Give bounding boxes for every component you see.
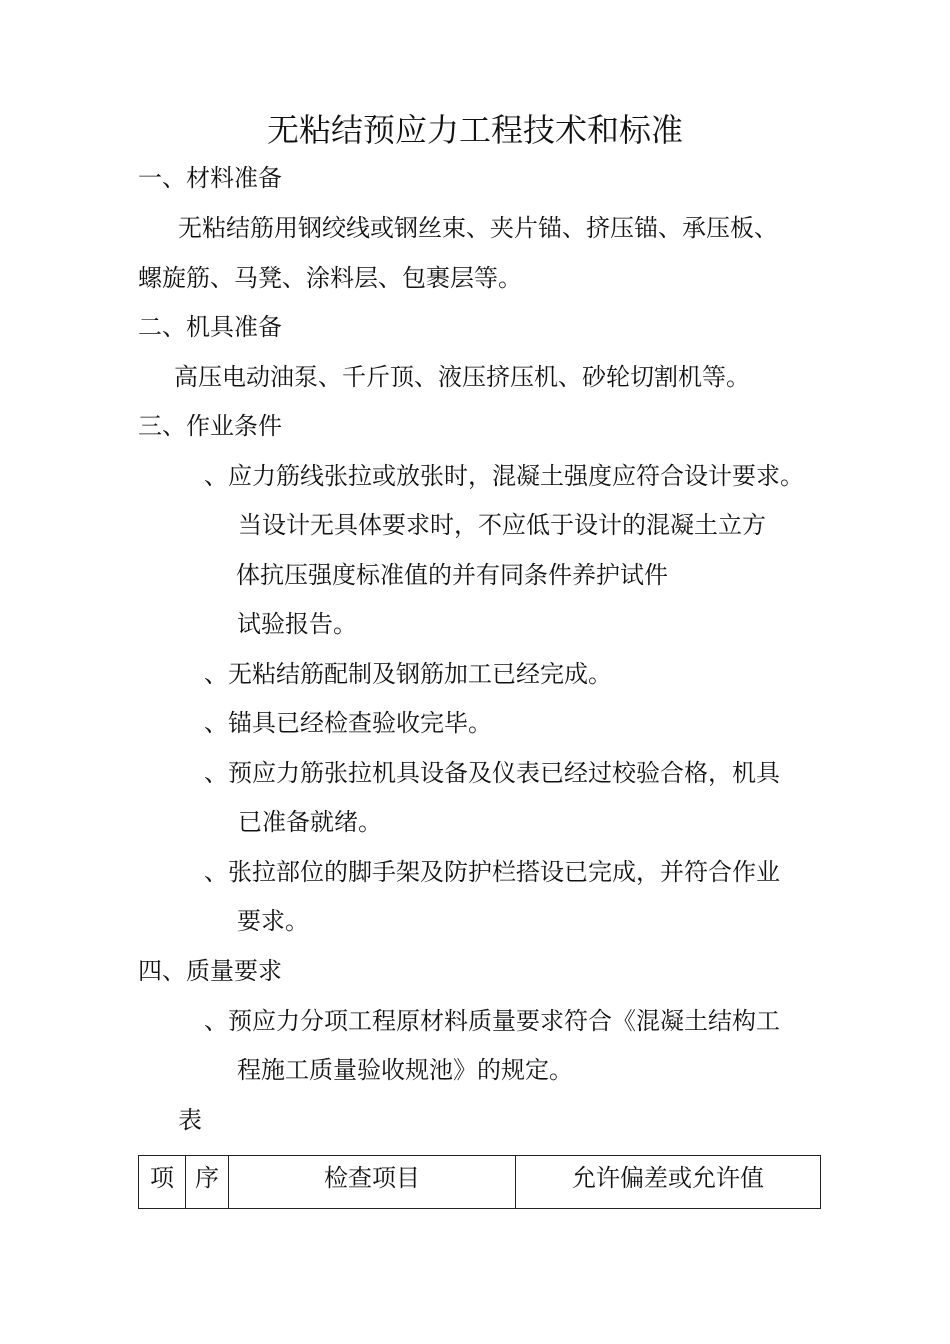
condition-item-3: 、锚具已经检查验收完毕。 [204,709,492,737]
section-heading-conditions: 三、作业条件 [138,412,282,440]
condition-item-1-line-4: 试验报告。 [237,610,357,638]
condition-item-1-line-3: 体抗压强度标准值的并有同条件养护试件 [236,561,668,589]
table-header-check-item: 检查项目 [229,1156,516,1209]
table-header-seq: 序 [186,1156,229,1209]
table-header-tolerance: 允许偏差或允许值 [516,1156,821,1209]
page-title: 无粘结预应力工程技术和标准 [266,111,683,149]
inspection-table [138,1155,821,1209]
section-heading-equipment: 二、机具准备 [138,313,282,341]
condition-item-5-line-1: 、张拉部位的脚手架及防护栏搭设已完成，并符合作业 [204,858,780,886]
quality-item-1-line-2: 程施工质量验收规池》的规定。 [237,1056,573,1084]
condition-item-4-line-1: 、预应力筋张拉机具设备及仪表已经过校验合格，机具 [204,759,780,787]
materials-line-1: 无粘结筋用钢绞线或钢丝束、夹片锚、挤压锚、承压板、 [178,214,778,242]
table-header-row [139,1156,821,1209]
table-caption: 表 [178,1106,202,1134]
condition-item-1-line-1: 、应力筋线张拉或放张时，混凝土强度应符合设计要求。 [204,462,804,490]
materials-line-2: 螺旋筋、马凳、涂料层、包裹层等。 [138,264,522,292]
condition-item-5-line-2: 要求。 [237,907,309,935]
section-heading-materials: 一、材料准备 [138,164,282,192]
section-heading-quality: 四、质量要求 [138,957,282,985]
condition-item-1-line-2: 当设计无具体要求时，不应低于设计的混凝土立方 [238,511,766,539]
condition-item-2: 、无粘结筋配制及钢筋加工已经完成。 [204,660,612,688]
equipment-line-1: 高压电动油泵、千斤顶、液压挤压机、砂轮切割机等。 [174,363,750,391]
condition-item-4-line-2: 已准备就绪。 [238,808,382,836]
quality-item-1-line-1: 、预应力分项工程原材料质量要求符合《混凝土结构工 [204,1007,780,1035]
table-header-item: 项 [139,1156,186,1209]
